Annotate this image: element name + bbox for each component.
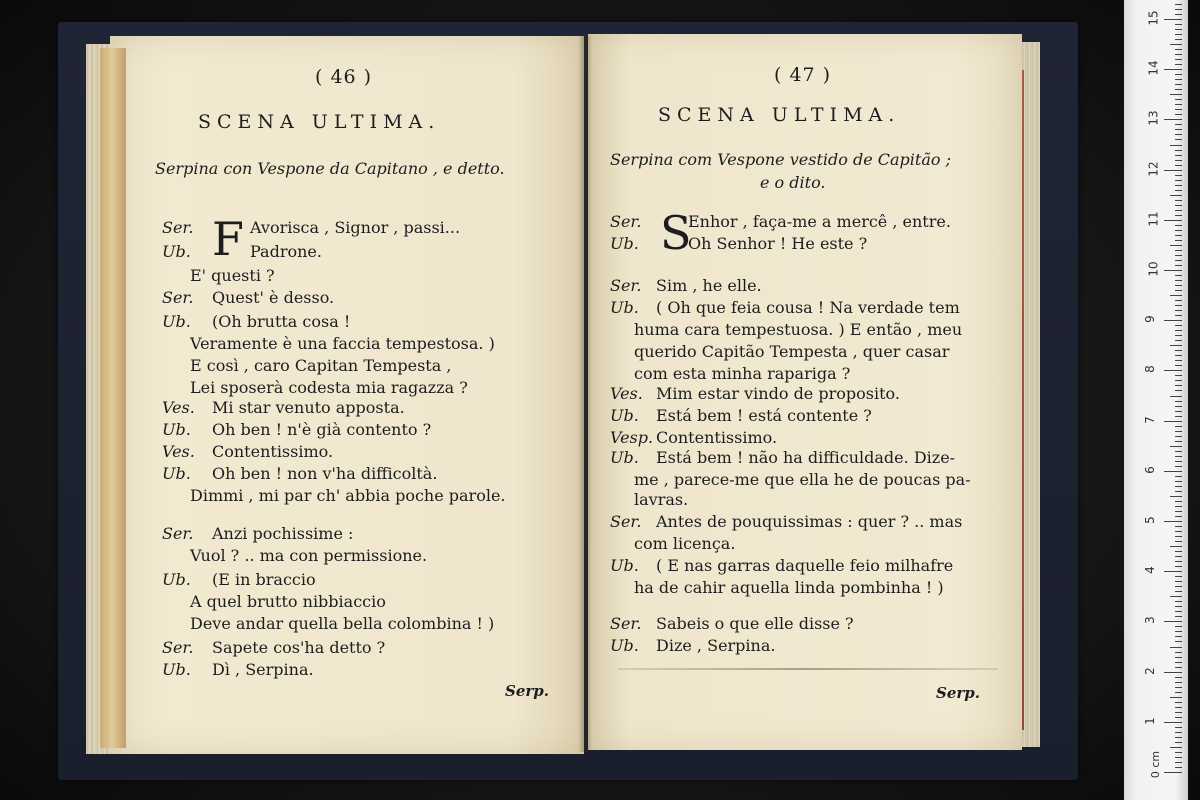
line-text: Quest' è desso. bbox=[212, 288, 335, 307]
right-page bbox=[588, 34, 1022, 750]
right-line bbox=[610, 448, 955, 468]
ruler-tick bbox=[1175, 441, 1182, 442]
ruler-tick bbox=[1175, 631, 1182, 632]
line-text: E' questi ? bbox=[190, 266, 275, 285]
left-line bbox=[162, 660, 314, 680]
ruler-tick bbox=[1170, 747, 1182, 748]
line-text: Veramente è una faccia tempestosa. ) bbox=[190, 334, 495, 353]
left-scene-subtitle: Serpina con Vespone da Capitano , e detto. bbox=[155, 159, 505, 178]
ruler-number: 10 bbox=[1146, 261, 1161, 277]
line-text: Sim , he elle. bbox=[656, 276, 762, 295]
ruler-tick bbox=[1175, 526, 1182, 527]
line-text: Deve andar quella bella colombina ! ) bbox=[190, 614, 495, 633]
ruler-tick bbox=[1175, 390, 1182, 391]
ruler-tick bbox=[1175, 350, 1182, 351]
left-line bbox=[162, 638, 385, 658]
ruler-tick bbox=[1175, 150, 1182, 151]
ruler-tick bbox=[1175, 165, 1182, 166]
ruler-unit-label: 0 cm bbox=[1149, 750, 1163, 779]
ruler-tick bbox=[1175, 9, 1182, 10]
ruler-tick bbox=[1164, 170, 1182, 171]
ruler-tick bbox=[1175, 205, 1182, 206]
line-text: Dize , Serpina. bbox=[656, 636, 776, 655]
ruler-tick bbox=[1175, 335, 1182, 336]
ruler-tick bbox=[1175, 280, 1182, 281]
ruler-tick bbox=[1175, 416, 1182, 417]
left-catchword: Serp. bbox=[505, 682, 549, 700]
speaker-label: Ser. bbox=[610, 614, 642, 633]
speaker-label: Ser. bbox=[162, 638, 194, 657]
left-line bbox=[162, 312, 350, 332]
ruler-tick bbox=[1175, 712, 1182, 713]
ruler-tick bbox=[1175, 255, 1182, 256]
ruler-tick bbox=[1170, 496, 1182, 497]
ruler-tick bbox=[1175, 24, 1182, 25]
speaker-label: Ves. bbox=[162, 442, 195, 461]
line-text: Avorisca , Signor , passi... bbox=[250, 218, 461, 237]
line-text: (Oh brutta cosa ! bbox=[212, 312, 351, 331]
ruler-tick bbox=[1175, 702, 1182, 703]
ruler-tick bbox=[1164, 421, 1182, 422]
ruler-tick bbox=[1175, 210, 1182, 211]
ruler-tick bbox=[1175, 436, 1182, 437]
right-line bbox=[634, 342, 949, 362]
left-line bbox=[190, 378, 468, 398]
ruler-tick bbox=[1175, 129, 1182, 130]
ruler-tick bbox=[1175, 677, 1182, 678]
left-page-number: ( 46 ) bbox=[315, 66, 373, 88]
ruler-tick bbox=[1164, 471, 1182, 472]
ruler-tick bbox=[1164, 772, 1182, 773]
ruler-tick bbox=[1175, 14, 1182, 15]
ruler-tick bbox=[1175, 285, 1182, 286]
ruler-tick bbox=[1175, 611, 1182, 612]
ruler-tick bbox=[1164, 69, 1182, 70]
ruler-tick bbox=[1175, 581, 1182, 582]
ruler-tick bbox=[1164, 571, 1182, 572]
speaker-label: Ub. bbox=[162, 242, 191, 261]
bottom-rule bbox=[618, 668, 998, 670]
ruler-tick bbox=[1175, 536, 1182, 537]
ruler-tick bbox=[1175, 79, 1182, 80]
ruler-tick bbox=[1175, 451, 1182, 452]
speaker-label: Ub. bbox=[610, 406, 639, 425]
ruler-tick bbox=[1175, 511, 1182, 512]
ruler-tick bbox=[1175, 516, 1182, 517]
ruler-tick bbox=[1175, 240, 1182, 241]
ruler-tick bbox=[1175, 566, 1182, 567]
line-text: Anzi pochissime : bbox=[212, 524, 354, 543]
ruler-tick bbox=[1175, 290, 1182, 291]
speaker-label: Ser. bbox=[610, 212, 642, 231]
line-text: ( Oh que feia cousa ! Na verdade tem bbox=[656, 298, 960, 317]
ruler-tick bbox=[1175, 300, 1182, 301]
ruler-tick bbox=[1175, 155, 1182, 156]
ruler-tick bbox=[1175, 190, 1182, 191]
ruler-tick bbox=[1175, 461, 1182, 462]
ruler-tick bbox=[1175, 225, 1182, 226]
ruler-tick bbox=[1175, 310, 1182, 311]
ruler-tick bbox=[1164, 722, 1182, 723]
left-line bbox=[162, 570, 316, 590]
right-line bbox=[610, 428, 777, 448]
right-line bbox=[610, 512, 962, 532]
ruler-tick bbox=[1175, 411, 1182, 412]
ruler-tick bbox=[1175, 275, 1182, 276]
ruler-tick bbox=[1170, 446, 1182, 447]
left-line bbox=[190, 266, 275, 286]
ruler-tick bbox=[1175, 717, 1182, 718]
line-text: Contentissimo. bbox=[212, 442, 334, 461]
ruler-tick bbox=[1175, 114, 1182, 115]
ruler-tick bbox=[1170, 596, 1182, 597]
ruler-tick bbox=[1175, 401, 1182, 402]
right-line bbox=[634, 490, 688, 510]
ruler-tick bbox=[1175, 315, 1182, 316]
ruler-tick bbox=[1175, 39, 1182, 40]
ruler-number: 9 bbox=[1142, 315, 1157, 324]
line-text: Oh Senhor ! He este ? bbox=[688, 234, 868, 253]
ruler-tick bbox=[1175, 601, 1182, 602]
right-scene-title: SCENA ULTIMA. bbox=[658, 104, 901, 126]
speaker-label: Ves. bbox=[610, 384, 643, 403]
line-text: lavras. bbox=[634, 490, 689, 509]
speaker-label: Ub. bbox=[162, 464, 191, 483]
right-line bbox=[634, 320, 962, 340]
ruler-tick bbox=[1175, 641, 1182, 642]
speaker-label: Ser. bbox=[162, 288, 194, 307]
ruler-tick bbox=[1175, 175, 1182, 176]
right-line bbox=[634, 470, 971, 490]
ruler-tick bbox=[1175, 235, 1182, 236]
line-text: com licença. bbox=[634, 534, 736, 553]
line-text: Oh ben ! n'è già contento ? bbox=[212, 420, 432, 439]
ruler-tick bbox=[1175, 365, 1182, 366]
ruler-tick bbox=[1170, 396, 1182, 397]
right-line bbox=[610, 384, 900, 404]
ruler-tick bbox=[1175, 426, 1182, 427]
ruler-tick bbox=[1164, 220, 1182, 221]
left-dropcap: F bbox=[212, 212, 244, 266]
ruler-tick bbox=[1175, 732, 1182, 733]
right-scene-subtitle-1: Serpina com Vespone vestido de Capitão ; bbox=[610, 150, 951, 169]
line-text: (E in braccio bbox=[212, 570, 316, 589]
book-gutter bbox=[578, 36, 592, 752]
right-scene-subtitle-2: e o dito. bbox=[760, 173, 826, 192]
ruler-tick bbox=[1175, 54, 1182, 55]
ruler-tick bbox=[1170, 697, 1182, 698]
left-line bbox=[162, 398, 405, 418]
speaker-label: Vesp. bbox=[610, 428, 654, 447]
ruler-tick bbox=[1170, 345, 1182, 346]
ruler-tick bbox=[1175, 375, 1182, 376]
line-text: Dì , Serpina. bbox=[212, 660, 314, 679]
left-line bbox=[162, 242, 322, 262]
ruler-tick bbox=[1175, 606, 1182, 607]
ruler-tick bbox=[1175, 636, 1182, 637]
ruler-tick bbox=[1164, 19, 1182, 20]
ruler-tick bbox=[1175, 541, 1182, 542]
ruler-tick bbox=[1175, 180, 1182, 181]
line-text: querido Capitão Tempesta , quer casar bbox=[634, 342, 950, 361]
left-line bbox=[162, 288, 334, 308]
line-text: Dimmi , mi par ch' abbia poche parole. bbox=[190, 486, 506, 505]
right-line bbox=[610, 406, 872, 426]
right-line bbox=[610, 636, 775, 656]
speaker-label: Ub. bbox=[162, 660, 191, 679]
ruler-tick bbox=[1175, 456, 1182, 457]
ruler-tick bbox=[1175, 501, 1182, 502]
ruler-tick bbox=[1175, 185, 1182, 186]
ruler-tick bbox=[1170, 245, 1182, 246]
left-line bbox=[190, 356, 451, 376]
speaker-label: Ub. bbox=[162, 420, 191, 439]
ruler-tick bbox=[1164, 370, 1182, 371]
ruler-tick bbox=[1170, 44, 1182, 45]
ruler-tick bbox=[1175, 762, 1182, 763]
speaker-label: Ub. bbox=[162, 570, 191, 589]
line-text: Sabeis o que elle disse ? bbox=[656, 614, 854, 633]
ruler-tick bbox=[1175, 616, 1182, 617]
right-page-number: ( 47 ) bbox=[774, 64, 832, 86]
ruler-tick bbox=[1175, 385, 1182, 386]
ruler-tick bbox=[1164, 672, 1182, 673]
ruler-tick bbox=[1175, 99, 1182, 100]
ruler-number: 12 bbox=[1146, 160, 1161, 177]
ruler-tick bbox=[1175, 742, 1182, 743]
ruler-tick bbox=[1175, 682, 1182, 683]
ruler-tick bbox=[1170, 295, 1182, 296]
line-text: ha de cahir aquella linda pombinha ! ) bbox=[634, 578, 944, 597]
ruler-tick bbox=[1170, 546, 1182, 547]
line-text: Oh ben ! non v'ha difficoltà. bbox=[212, 464, 438, 483]
left-line bbox=[162, 420, 431, 440]
ruler-tick bbox=[1175, 692, 1182, 693]
ruler-tick bbox=[1164, 521, 1182, 522]
right-dropcap: S bbox=[660, 206, 692, 260]
ruler-number: 7 bbox=[1142, 415, 1157, 424]
ruler-number: 1 bbox=[1142, 716, 1157, 725]
ruler-number: 15 bbox=[1146, 10, 1161, 26]
ruler-tick bbox=[1175, 576, 1182, 577]
ruler-number: 6 bbox=[1142, 465, 1157, 474]
ruler-tick bbox=[1170, 145, 1182, 146]
ruler-number: 8 bbox=[1142, 365, 1157, 374]
left-line bbox=[162, 218, 460, 238]
ruler-tick bbox=[1175, 124, 1182, 125]
ruler-tick bbox=[1164, 621, 1182, 622]
ruler-tick bbox=[1164, 119, 1182, 120]
right-line bbox=[610, 212, 951, 232]
ruler-tick bbox=[1170, 94, 1182, 95]
ruler-tick bbox=[1175, 491, 1182, 492]
ruler-tick bbox=[1175, 556, 1182, 557]
ruler-number: 11 bbox=[1146, 211, 1161, 227]
ruler-number: 2 bbox=[1142, 666, 1157, 675]
right-line bbox=[610, 614, 854, 634]
ruler-tick bbox=[1175, 466, 1182, 467]
ruler-tick bbox=[1175, 752, 1182, 753]
left-line bbox=[162, 524, 353, 544]
ruler-tick bbox=[1175, 330, 1182, 331]
speaker-label: Ser. bbox=[162, 524, 194, 543]
line-text: Vuol ? .. ma con permissione. bbox=[190, 546, 428, 565]
ruler-tick bbox=[1175, 662, 1182, 663]
ruler-tick bbox=[1175, 380, 1182, 381]
line-text: Mim estar vindo de proposito. bbox=[656, 384, 900, 403]
speaker-label: Ser. bbox=[610, 512, 642, 531]
ruler-tick bbox=[1175, 260, 1182, 261]
ruler-tick bbox=[1175, 707, 1182, 708]
speaker-label: Ub. bbox=[162, 312, 191, 331]
ruler-tick bbox=[1175, 737, 1182, 738]
line-text: com esta minha rapariga ? bbox=[634, 364, 851, 383]
right-line bbox=[610, 556, 953, 576]
ruler-tick bbox=[1175, 406, 1182, 407]
ruler-number: 4 bbox=[1142, 566, 1157, 575]
left-line bbox=[162, 442, 333, 462]
right-line bbox=[610, 234, 867, 254]
ruler-tick bbox=[1175, 29, 1182, 30]
right-line bbox=[634, 578, 944, 598]
speaker-label: Ub. bbox=[610, 448, 639, 467]
ruler-tick bbox=[1175, 561, 1182, 562]
line-text: huma cara tempestuosa. ) E então , meu bbox=[634, 320, 963, 339]
line-text: Antes de pouquissimas : quer ? .. mas bbox=[656, 512, 963, 531]
ruler-tick bbox=[1175, 265, 1182, 266]
ruler-tick bbox=[1175, 134, 1182, 135]
ruler-tick bbox=[1175, 325, 1182, 326]
left-line bbox=[190, 486, 506, 506]
ruler-tick bbox=[1175, 200, 1182, 201]
ruler-tick bbox=[1175, 230, 1182, 231]
speaker-label: Ser. bbox=[610, 276, 642, 295]
line-text: ( E nas garras daquelle feio milhafre bbox=[656, 556, 954, 575]
ruler-tick bbox=[1175, 687, 1182, 688]
right-line bbox=[610, 276, 762, 296]
left-line bbox=[190, 592, 386, 612]
line-text: Enhor , faça-me a mercê , entre. bbox=[688, 212, 951, 231]
ruler-tick bbox=[1175, 531, 1182, 532]
line-text: Mi star venuto apposta. bbox=[212, 398, 405, 417]
ruler-tick bbox=[1175, 250, 1182, 251]
ruler-tick bbox=[1175, 74, 1182, 75]
ruler-tick bbox=[1175, 4, 1182, 5]
speaker-label: Ub. bbox=[610, 234, 639, 253]
ruler-tick bbox=[1175, 657, 1182, 658]
speaker-label: Ub. bbox=[610, 636, 639, 655]
ruler-tick bbox=[1175, 160, 1182, 161]
measuring-ruler bbox=[1124, 0, 1188, 800]
left-line bbox=[190, 614, 494, 634]
speaker-label: Ser. bbox=[162, 218, 194, 237]
ruler-tick bbox=[1175, 481, 1182, 482]
left-line bbox=[162, 464, 437, 484]
line-text: me , parece-me que ella he de poucas pa- bbox=[634, 470, 971, 489]
left-scene-title: SCENA ULTIMA. bbox=[198, 111, 441, 133]
ruler-tick bbox=[1175, 64, 1182, 65]
ruler-number: 14 bbox=[1146, 60, 1161, 76]
speaker-label: Ves. bbox=[162, 398, 195, 417]
ruler-tick bbox=[1170, 647, 1182, 648]
ruler-tick bbox=[1175, 355, 1182, 356]
ruler-tick bbox=[1175, 139, 1182, 140]
ruler-tick bbox=[1175, 59, 1182, 60]
ruler-number: 13 bbox=[1146, 110, 1161, 127]
line-text: E così , caro Capitan Tempesta , bbox=[190, 356, 452, 375]
ruler-tick bbox=[1175, 340, 1182, 341]
ruler-tick bbox=[1175, 476, 1182, 477]
line-text: A quel brutto nibbiaccio bbox=[190, 592, 386, 611]
ruler-tick bbox=[1175, 767, 1182, 768]
ruler-tick bbox=[1175, 215, 1182, 216]
ruler-tick bbox=[1175, 109, 1182, 110]
left-page bbox=[110, 36, 584, 754]
ruler-tick bbox=[1175, 757, 1182, 758]
ruler-tick bbox=[1175, 305, 1182, 306]
line-text: Lei sposerà codesta mia ragazza ? bbox=[190, 378, 468, 397]
ruler-tick bbox=[1175, 506, 1182, 507]
line-text: Padrone. bbox=[250, 242, 322, 261]
ruler-tick bbox=[1175, 727, 1182, 728]
line-text: Sapete cos'ha detto ? bbox=[212, 638, 386, 657]
ruler-tick bbox=[1170, 195, 1182, 196]
line-text: Está bem ! está contente ? bbox=[656, 406, 872, 425]
ruler-tick bbox=[1175, 652, 1182, 653]
ruler-number: 5 bbox=[1142, 516, 1157, 524]
right-catchword: Serp. bbox=[936, 684, 980, 702]
speaker-label: Ub. bbox=[610, 298, 639, 317]
ruler-tick bbox=[1175, 591, 1182, 592]
right-line bbox=[634, 364, 850, 384]
ruler-tick bbox=[1175, 486, 1182, 487]
ruler-tick bbox=[1175, 360, 1182, 361]
gilt-spine-edge bbox=[100, 48, 126, 748]
left-line bbox=[190, 334, 495, 354]
ruler-tick bbox=[1175, 84, 1182, 85]
right-line bbox=[610, 298, 960, 318]
speaker-label: Ub. bbox=[610, 556, 639, 575]
right-line bbox=[634, 534, 735, 554]
ruler-tick bbox=[1175, 49, 1182, 50]
ruler-tick bbox=[1175, 431, 1182, 432]
ruler-tick bbox=[1175, 551, 1182, 552]
line-text: Contentissimo. bbox=[656, 428, 778, 447]
ruler-tick bbox=[1175, 104, 1182, 105]
ruler-tick bbox=[1175, 34, 1182, 35]
ruler-tick bbox=[1175, 89, 1182, 90]
left-line bbox=[190, 546, 427, 566]
ruler-tick bbox=[1164, 320, 1182, 321]
ruler-tick bbox=[1175, 667, 1182, 668]
ruler-number: 3 bbox=[1142, 616, 1157, 625]
ruler-tick bbox=[1175, 586, 1182, 587]
ruler-tick bbox=[1175, 626, 1182, 627]
ruler-tick bbox=[1164, 270, 1182, 271]
line-text: Está bem ! não ha difficuldade. Dize- bbox=[656, 448, 956, 467]
